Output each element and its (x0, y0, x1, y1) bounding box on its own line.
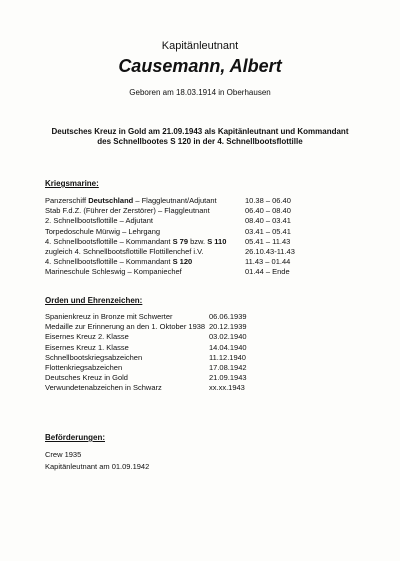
orden-row-date: xx.xx.1943 (209, 383, 245, 393)
orden-row-text: Eisernes Kreuz 2. Klasse (45, 332, 129, 342)
orden-row-text: Schnellbootskriegsabzeichen (45, 352, 143, 362)
kriegsmarine-row-text: 4. Schnellbootsflottille – Kommandant S 120 (45, 257, 193, 267)
birth-line: Geboren am 18.03.1914 in Oberhausen (129, 88, 271, 97)
kriegsmarine-row-date: 26.10.43-11.43 (245, 246, 295, 256)
befoerderung-row (45, 461, 365, 473)
kriegsmarine-list (45, 196, 365, 278)
orden-row-text: Deutsches Kreuz in Gold (45, 373, 128, 383)
award-line-1: Deutsches Kreuz in Gold am 21.09.1943 als Kapitänleutnant und Kommandant (51, 127, 349, 136)
orden-row-text: Verwundetenabzeichen in Schwarz (45, 383, 162, 393)
orden-row (45, 353, 365, 363)
award-summary (0, 127, 400, 147)
befoerderung-row-text: Kapitänleutnant am 01.09.1942 (45, 462, 150, 471)
kriegsmarine-row (45, 206, 365, 216)
kriegsmarine-row-date: 03.41 – 05.41 (245, 226, 291, 236)
kriegsmarine-row-text: Torpedoschule Mürwig – Lehrgang (45, 226, 161, 236)
kriegsmarine-row-date: 06.40 – 08.40 (245, 206, 291, 216)
kriegsmarine-row (45, 216, 365, 226)
orden-row-date: 20.12.1939 (209, 322, 247, 332)
orden-row (45, 322, 365, 332)
kriegsmarine-row-text: 2. Schnellbootsflottille – Adjutant (45, 216, 153, 226)
section-heading-orden: Orden und Ehrenzeichen: (45, 296, 143, 305)
orden-row-text: Medaille zur Erinnerung an den 1. Oktober 1938 (45, 322, 206, 332)
kriegsmarine-row-text: 4. Schnellbootsflottille – Kommandant S 79 bzw. S 110 (45, 236, 227, 246)
orden-row-date: 14.04.1940 (209, 342, 247, 352)
kriegsmarine-row (45, 267, 365, 277)
orden-row-date: 11.12.1940 (209, 352, 246, 362)
rank-title: Kapitänleutnant (161, 40, 239, 52)
kriegsmarine-row-text: Stab F.d.Z. (Führer der Zerstörer) – Flaggleutnant (45, 206, 210, 216)
orden-row-text: Flottenkriegsabzeichen (45, 362, 123, 372)
orden-row-date: 17.08.1942 (209, 362, 247, 372)
section-heading-befoerderungen: Beförderungen: (45, 433, 105, 442)
kriegsmarine-row-date: 08.40 – 03.41 (245, 216, 291, 226)
award-line-2: des Schnellbootes S 120 in der 4. Schnellbootsflottille (97, 137, 303, 146)
kriegsmarine-row-text: Marineschule Schleswig – Kompaniechef (45, 267, 182, 277)
orden-row (45, 373, 365, 383)
orden-row-text: Spanienkreuz in Bronze mit Schwerter (45, 312, 173, 321)
kriegsmarine-row-date: 11.43 – 01.44 (245, 257, 291, 267)
kriegsmarine-row-date: 01.44 – Ende (245, 267, 290, 277)
kriegsmarine-row-date: 10.38 – 06.40 (245, 196, 291, 205)
orden-row-date: 03.02.1940 (209, 332, 247, 342)
kriegsmarine-row-date: 05.41 – 11.43 (245, 236, 291, 246)
orden-row (45, 383, 365, 393)
orden-row (45, 332, 365, 342)
orden-list (45, 312, 365, 394)
kriegsmarine-row (45, 196, 365, 206)
kriegsmarine-row-text: Panzerschiff Deutschland – Flaggleutnant/Adjutant (45, 196, 217, 205)
orden-row (45, 312, 365, 322)
kriegsmarine-row-text: zugleich 4. Schnellbootsflottille Flottillenchef i.V. (45, 246, 204, 256)
section-heading-kriegsmarine: Kriegsmarine: (45, 179, 99, 188)
kriegsmarine-row (45, 237, 365, 247)
kriegsmarine-row (45, 247, 365, 257)
kriegsmarine-row (45, 227, 365, 237)
orden-row-date: 21.09.1943 (209, 373, 247, 383)
orden-row-text: Eisernes Kreuz 1. Klasse (45, 342, 129, 352)
orden-row-date: 06.06.1939 (209, 312, 247, 321)
befoerderung-row (45, 449, 365, 461)
person-name: Causemann, Albert (118, 56, 282, 76)
kriegsmarine-row (45, 257, 365, 267)
orden-row (45, 363, 365, 373)
befoerderungen-list (45, 449, 365, 473)
orden-row (45, 343, 365, 353)
befoerderung-row-text: Crew 1935 (45, 450, 82, 459)
